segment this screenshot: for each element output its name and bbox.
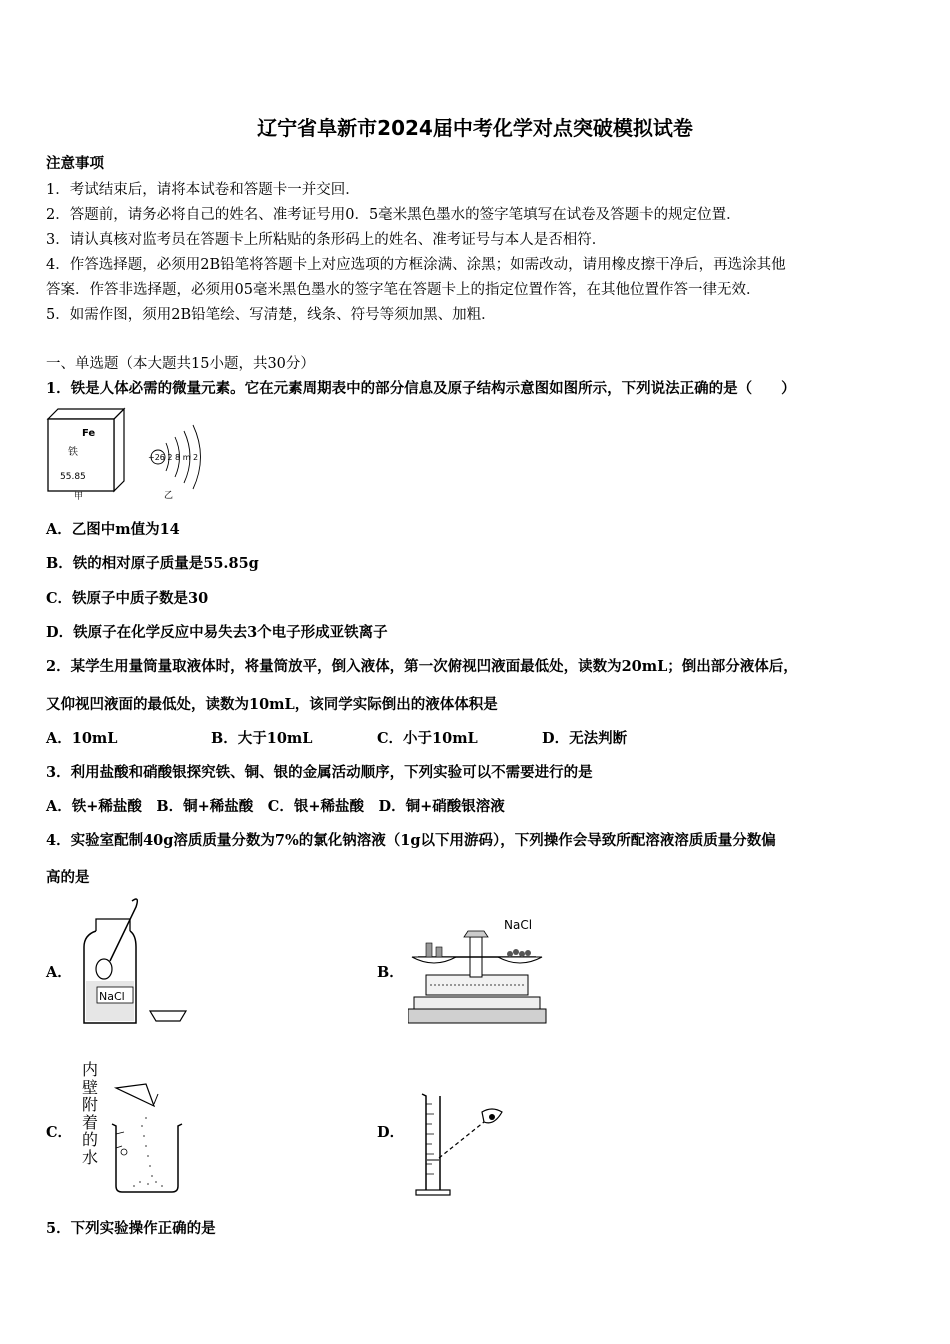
q4-figure-b-balance (408, 913, 548, 1025)
q4-stem-line1: 4．实验室配制40g溶质质量分数为7%的氯化钠溶液（1g以下用游码），下列操作会导致所配溶液溶质质量分数偏 (46, 832, 776, 849)
q5-stem: 5．下列实验操作正确的是 (46, 1220, 216, 1237)
water-note-char: 着 (82, 1112, 99, 1132)
element-symbol: Fe (82, 428, 96, 439)
element-card (48, 409, 124, 502)
notice-item: 3．请认真核对监考员在答题卡上所粘贴的条形码上的姓名、准考证号与本人是否相符． (46, 232, 607, 248)
page-title: 辽宁省阜新市2024届中考化学对点突破模拟试卷 (257, 116, 693, 140)
nacl-label-b: NaCl (504, 918, 533, 932)
q4-figure-c-beaker (102, 1082, 186, 1196)
notice-item: 4．作答选择题，必须用2B铅笔将答题卡上对应选项的方框涂满、涂黑；如需改动，请用橡皮擦干净后，再选涂其他 (46, 257, 786, 273)
q4-label-c: C． (46, 1124, 73, 1141)
notice-item: 1．考试结束后，请将本试卷和答题卡一并交回． (46, 182, 360, 198)
water-note-char: 水 (82, 1147, 99, 1167)
notice-item: 答案．作答非选择题，必须用05毫米黑色墨水的签字笔在答题卡上的指定位置作答，在其他位置作答一律无效． (46, 282, 761, 298)
q4-label-d: D． (377, 1124, 405, 1141)
notice-item: 5．如需作图，须用2B铅笔绘、写清楚，线条、符号等须加黑、加粗． (46, 307, 496, 323)
notice-item: 2．答题前，请务必将自己的姓名、准考证号用0．5毫米黑色墨水的签字笔填写在试卷及答题卡的规定位置． (46, 207, 741, 223)
q2-option-b: B．大于10mL (211, 730, 313, 747)
water-note-char: 附 (82, 1095, 99, 1114)
atom-structure-diagram (148, 425, 201, 501)
q1-figure (44, 405, 216, 503)
q1-option-d: D．铁原子在化学反应中易失去3个电子形成亚铁离子 (46, 624, 388, 641)
q3-stem: 3．利用盐酸和硝酸银探究铁、铜、银的金属活动顺序，下列实验可以不需要进行的是 (46, 764, 593, 781)
element-name: 铁 (68, 447, 78, 458)
label-yi: 乙 (164, 491, 174, 501)
q1-option-c: C．铁原子中质子数是30 (46, 590, 209, 607)
q3-options: A．铁+稀盐酸 B．铜+稀盐酸 C．银+稀盐酸 D．铜+硝酸银溶液 (46, 798, 505, 815)
q4-stem-line2: 高的是 (46, 869, 90, 886)
element-mass: 55.85 (60, 472, 86, 482)
atom-text: +26 2 8 m 2 (148, 453, 199, 462)
q2-option-c: C．小于10mL (377, 730, 478, 747)
q2-option-a: A．10mL (46, 730, 118, 747)
q4-label-a: A． (46, 964, 72, 981)
water-note-char: 壁 (82, 1077, 99, 1097)
water-note-char: 内 (82, 1060, 99, 1079)
notice-heading: 注意事项 (46, 155, 104, 172)
q1-option-a: A．乙图中m值为14 (46, 521, 180, 538)
nacl-label-a: NaCl (99, 990, 125, 1003)
q2-option-d: D．无法判断 (542, 730, 628, 747)
q4-figure-a-reagent-bottle (78, 895, 194, 1029)
label-jia: 甲 (74, 492, 84, 502)
q2-stem-line2: 又仰视凹液面的最低处，读数为10mL，该同学实际倒出的液体体积是 (46, 696, 498, 713)
water-note (82, 1061, 100, 1166)
q1-stem: 1．铁是人体必需的微量元素。它在元素周期表中的部分信息及原子结构示意图如图所示，下列说法正确的是（ ） (46, 380, 796, 397)
q4-figure-d-cylinder (412, 1090, 506, 1198)
q1-option-b: B．铁的相对原子质量是55.85g (46, 555, 259, 572)
water-note-char: 的 (82, 1130, 99, 1149)
q2-stem-line1: 2．某学生用量筒量取液体时，将量筒放平，倒入液体，第一次俯视凹液面最低处，读数为20mL；倒出部分液体后， (46, 658, 798, 675)
section-heading: 一、单选题（本大题共15小题，共30分） (46, 356, 315, 372)
q4-label-b: B． (377, 964, 404, 981)
